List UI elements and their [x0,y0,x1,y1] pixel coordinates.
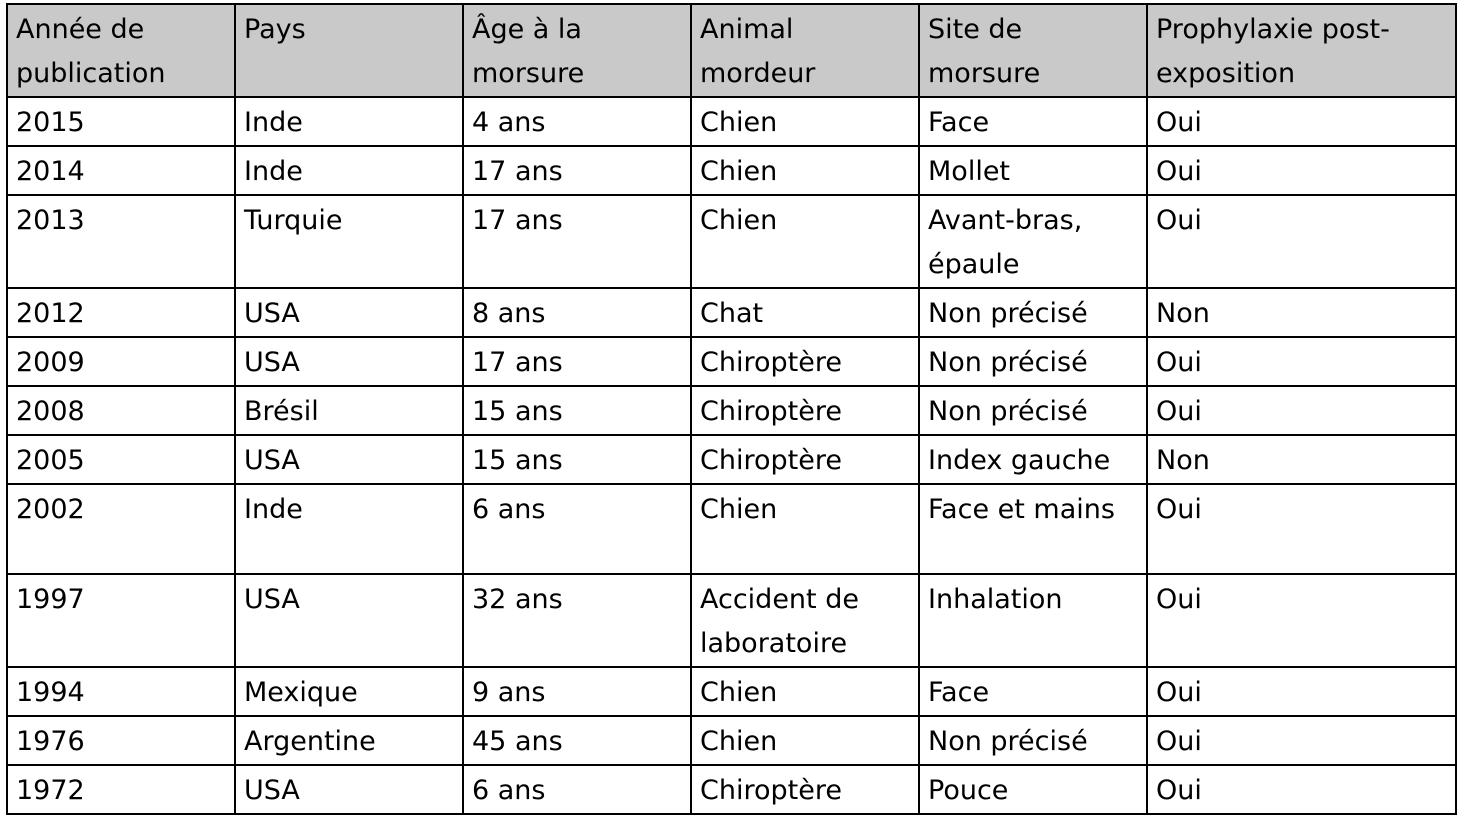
cell-prophylaxis: Non [1147,288,1456,337]
cell-age: 15 ans [463,386,691,435]
cell-site: Face et mains [919,484,1147,574]
cell-age: 17 ans [463,337,691,386]
cell-animal: Chien [691,97,919,146]
cell-animal: Chiroptère [691,435,919,484]
table-row [7,574,1456,667]
cell-year: 2009 [7,337,235,386]
cell-country: Brésil [235,386,463,435]
cell-country: USA [235,765,463,814]
cell-prophylaxis: Oui [1147,386,1456,435]
table-row [7,667,1456,716]
cell-year: 2008 [7,386,235,435]
cell-year: 2013 [7,195,235,288]
cell-country: Inde [235,146,463,195]
cell-prophylaxis: Oui [1147,97,1456,146]
cell-animal: Chiroptère [691,765,919,814]
cell-prophylaxis: Oui [1147,765,1456,814]
rabies-cases-table [6,3,1457,815]
cell-animal: Chien [691,484,919,574]
cell-country: USA [235,574,463,667]
table-row [7,484,1456,574]
cell-country: USA [235,337,463,386]
table-row [7,337,1456,386]
cell-country: Argentine [235,716,463,765]
cell-site: Index gauche [919,435,1147,484]
cell-site: Pouce [919,765,1147,814]
cell-age: 9 ans [463,667,691,716]
cell-animal: Chien [691,146,919,195]
cell-age: 45 ans [463,716,691,765]
cell-site: Inhalation [919,574,1147,667]
header-publication-year: Année de publication [7,4,235,97]
table-row [7,716,1456,765]
cell-site: Non précisé [919,337,1147,386]
header-row [7,4,1456,97]
cell-animal: Chiroptère [691,386,919,435]
cell-site: Face [919,667,1147,716]
cell-country: Inde [235,97,463,146]
cell-country: Mexique [235,667,463,716]
cell-age: 6 ans [463,765,691,814]
cell-prophylaxis: Oui [1147,484,1456,574]
cell-year: 1997 [7,574,235,667]
header-country: Pays [235,4,463,97]
header-bite-site: Site de morsure [919,4,1147,97]
cell-age: 32 ans [463,574,691,667]
cell-site: Non précisé [919,716,1147,765]
cell-animal: Chien [691,716,919,765]
cell-site: Non précisé [919,288,1147,337]
cell-age: 17 ans [463,195,691,288]
cell-age: 4 ans [463,97,691,146]
cell-country: Turquie [235,195,463,288]
cell-animal: Chiroptère [691,337,919,386]
cell-site: Mollet [919,146,1147,195]
table-body [7,97,1456,814]
table-row [7,146,1456,195]
header-post-exposure-prophylaxis: Prophylaxie post-exposition [1147,4,1456,97]
cell-age: 6 ans [463,484,691,574]
table-row [7,195,1456,288]
cell-animal: Accident de laboratoire [691,574,919,667]
table-row [7,765,1456,814]
table-row [7,288,1456,337]
cell-prophylaxis: Oui [1147,195,1456,288]
cell-year: 1994 [7,667,235,716]
cell-year: 1972 [7,765,235,814]
cell-animal: Chien [691,667,919,716]
cell-prophylaxis: Oui [1147,716,1456,765]
header-biting-animal: Animal mordeur [691,4,919,97]
cell-prophylaxis: Oui [1147,574,1456,667]
cell-year: 2015 [7,97,235,146]
header-age-at-bite: Âge à la morsure [463,4,691,97]
cell-prophylaxis: Non [1147,435,1456,484]
cell-year: 2005 [7,435,235,484]
cell-country: USA [235,435,463,484]
cell-country: USA [235,288,463,337]
cell-age: 17 ans [463,146,691,195]
cell-year: 2002 [7,484,235,574]
table-row [7,435,1456,484]
cell-animal: Chien [691,195,919,288]
table-row [7,386,1456,435]
cell-site: Avant-bras, épaule [919,195,1147,288]
cell-prophylaxis: Oui [1147,146,1456,195]
table-row [7,97,1456,146]
cell-year: 2012 [7,288,235,337]
rabies-cases-table-container [6,3,1457,815]
cell-site: Face [919,97,1147,146]
cell-prophylaxis: Oui [1147,667,1456,716]
table-header [7,4,1456,97]
cell-year: 2014 [7,146,235,195]
cell-country: Inde [235,484,463,574]
cell-age: 15 ans [463,435,691,484]
cell-year: 1976 [7,716,235,765]
cell-age: 8 ans [463,288,691,337]
cell-animal: Chat [691,288,919,337]
cell-prophylaxis: Oui [1147,337,1456,386]
cell-site: Non précisé [919,386,1147,435]
